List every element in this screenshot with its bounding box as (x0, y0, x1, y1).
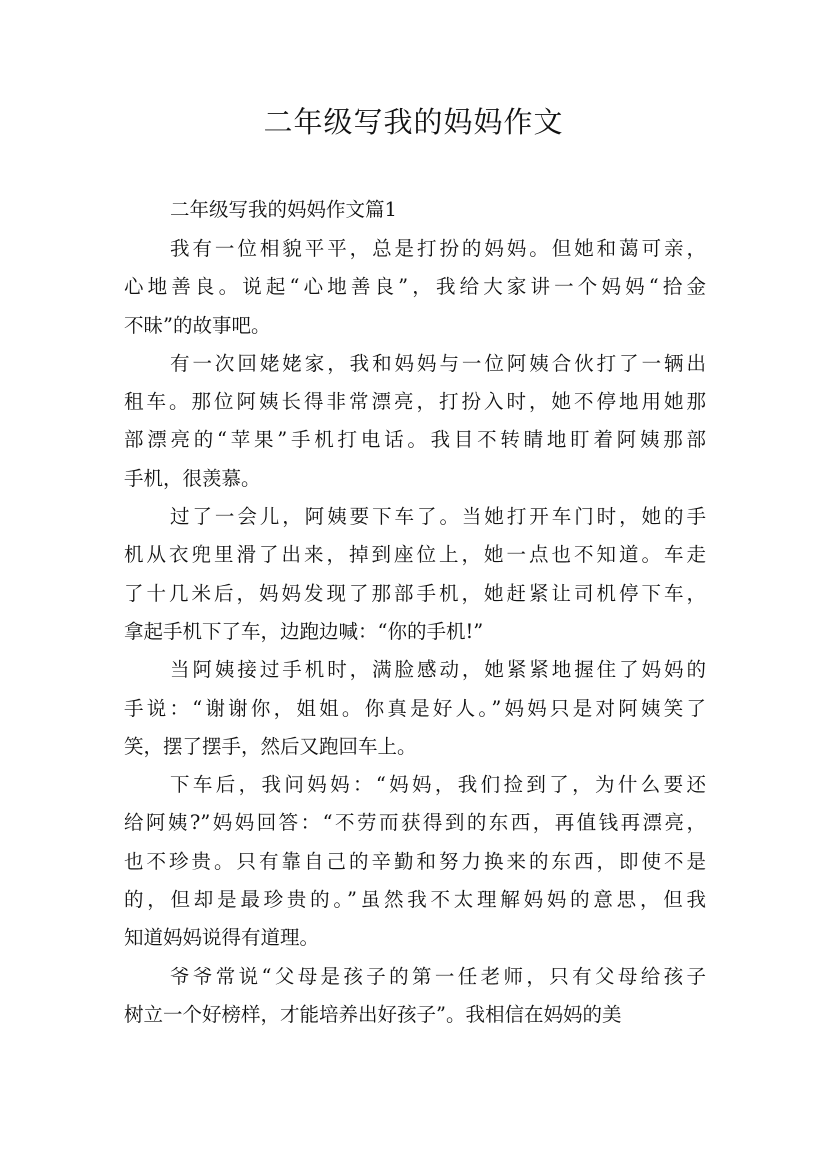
paragraph-line: 知道妈妈说得有道理。 (124, 926, 320, 950)
paragraph-line: 的，但却是最珍贵的。”虽然我不太理解妈妈的意思，但我 (124, 888, 706, 912)
paragraph-list (124, 230, 706, 1034)
paragraph (124, 230, 706, 345)
paragraph-line: 不昧”的故事吧。 (124, 313, 271, 337)
paragraph-line: 当阿姨接过手机时，满脸感动，她紧紧地握住了妈妈的 (170, 658, 706, 682)
article-body (124, 190, 706, 1034)
paragraph-line: 树立一个好榜样，才能培养出好孩子”。我相信在妈妈的美 (124, 1002, 622, 1026)
paragraph-line: 租车。那位阿姨长得非常漂亮，打扮入时，她不停地用她那 (124, 390, 706, 414)
paragraph (124, 958, 706, 1035)
paragraph-line: 了十几米后，妈妈发现了那部手机，她赶紧让司机停下车， (124, 581, 706, 605)
section-heading: 二年级写我的妈妈作文篇1 (170, 198, 397, 221)
paragraph (124, 498, 706, 651)
paragraph-line: 手机，很羡慕。 (124, 466, 261, 490)
paragraph-line: 心地善良。说起“心地善良”，我给大家讲一个妈妈“拾金 (124, 275, 706, 299)
paragraph (124, 766, 706, 957)
paragraph-line: 笑，摆了摆手，然后又跑回车上。 (124, 734, 417, 758)
paragraph-line: 过了一会儿，阿姨要下车了。当她打开车门时，她的手 (170, 505, 706, 529)
paragraph-line: 有一次回姥姥家，我和妈妈与一位阿姨合伙打了一辆出 (170, 351, 706, 375)
paragraph-line: 也不珍贵。只有靠自己的辛勤和努力换来的东西，即使不是 (124, 849, 706, 873)
paragraph-line: 机从衣兜里滑了出来，掉到座位上，她一点也不知道。车走 (124, 543, 706, 567)
paragraph-line: 拿起手机下了车，边跑边喊：“你的手机!” (124, 619, 484, 643)
paragraph-line: 爷爷常说“父母是孩子的第一任老师，只有父母给孩子 (170, 964, 706, 988)
paragraph-line: 下车后，我问妈妈：“妈妈，我们捡到了，为什么要还 (170, 773, 706, 797)
paragraph (124, 651, 706, 766)
paragraph-line: 给阿姨?”妈妈回答：“不劳而获得到的东西，再值钱再漂亮， (124, 811, 706, 835)
paragraph-line: 我有一位相貌平平，总是打扮的妈妈。但她和蔼可亲， (170, 237, 706, 260)
document-title: 二年级写我的妈妈作文 (263, 105, 564, 139)
paragraph (124, 345, 706, 498)
paragraph-line: 部漂亮的“苹果”手机打电话。我目不转睛地盯着阿姨那部 (124, 428, 706, 452)
paragraph-line: 手说：“谢谢你，姐姐。你真是好人。”妈妈只是对阿姨笑了 (124, 696, 706, 720)
